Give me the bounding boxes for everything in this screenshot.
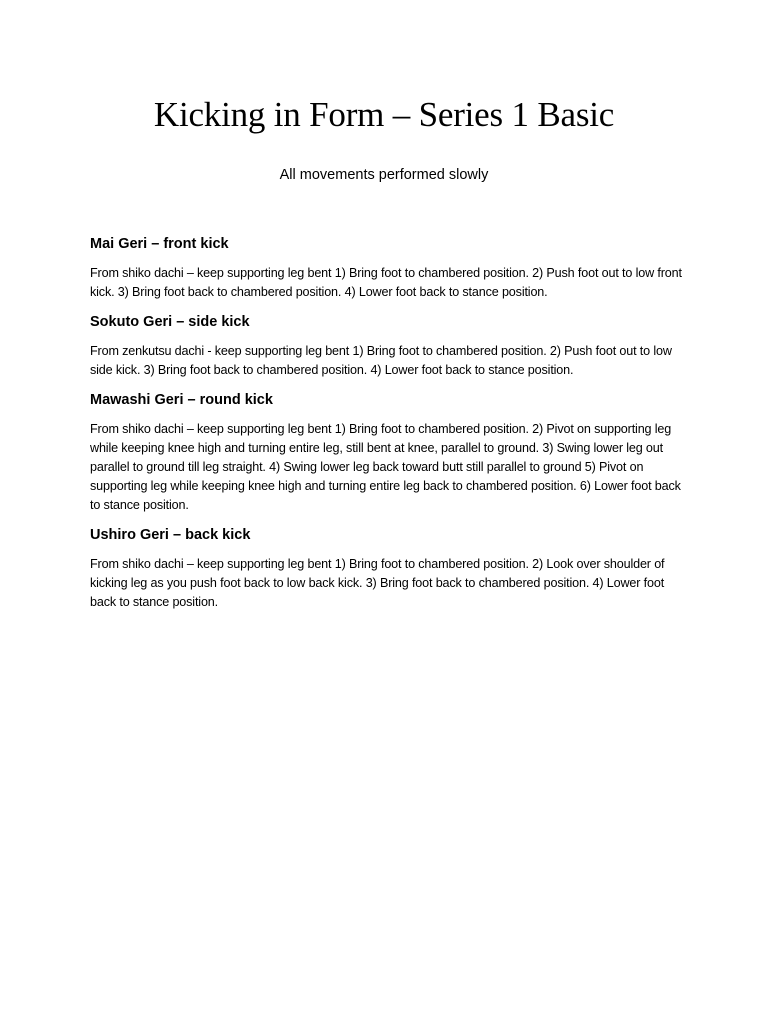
section-heading: Mawashi Geri – round kick: [90, 392, 273, 408]
section-heading: Sokuto Geri – side kick: [90, 314, 250, 330]
document-content: [90, 233, 682, 621]
section-mai-geri: [90, 233, 682, 302]
section-heading: Ushiro Geri – back kick: [90, 527, 251, 543]
section-body: From zenkutsu dachi - keep supporting leg bent 1) Bring foot to chambered position. 2) Push foot out to low side kick. 3) Bring foot back to chambered position. 4) Lower foot back to stance position.: [90, 344, 672, 377]
section-sokuto-geri: [90, 311, 682, 380]
section-body: From shiko dachi – keep supporting leg bent 1) Bring foot to chambered position. 2) Pivot on supporting leg while keeping knee high and turning entire leg, still bent at knee, parallel to ground. 3) Swing lower leg out parallel to ground till leg straight. 4) Swing lower leg back toward butt still parallel to ground 5) Pivot on supporting leg while keeping knee high and turning entire leg back to chambered position. 6) Lower foot back to stance position.: [90, 422, 681, 512]
section-body: From shiko dachi – keep supporting leg bent 1) Bring foot to chambered position. 2) Push foot out to low front kick. 3) Bring foot back to chambered position. 4) Lower foot back to stance position.: [90, 266, 682, 299]
section-heading: Mai Geri – front kick: [90, 236, 229, 252]
page-subtitle: All movements performed slowly: [279, 167, 489, 183]
section-body: From shiko dachi – keep supporting leg bent 1) Bring foot to chambered position. 2) Look over shoulder of kicking leg as you push foot back to low back kick. 3) Bring foot back to chambered position. 4) Lower foot back to stance position.: [90, 557, 665, 609]
page-title: Kicking in Form – Series 1 Basic: [153, 95, 615, 134]
section-ushiro-geri: [90, 524, 682, 612]
section-mawashi-geri: [90, 389, 682, 515]
